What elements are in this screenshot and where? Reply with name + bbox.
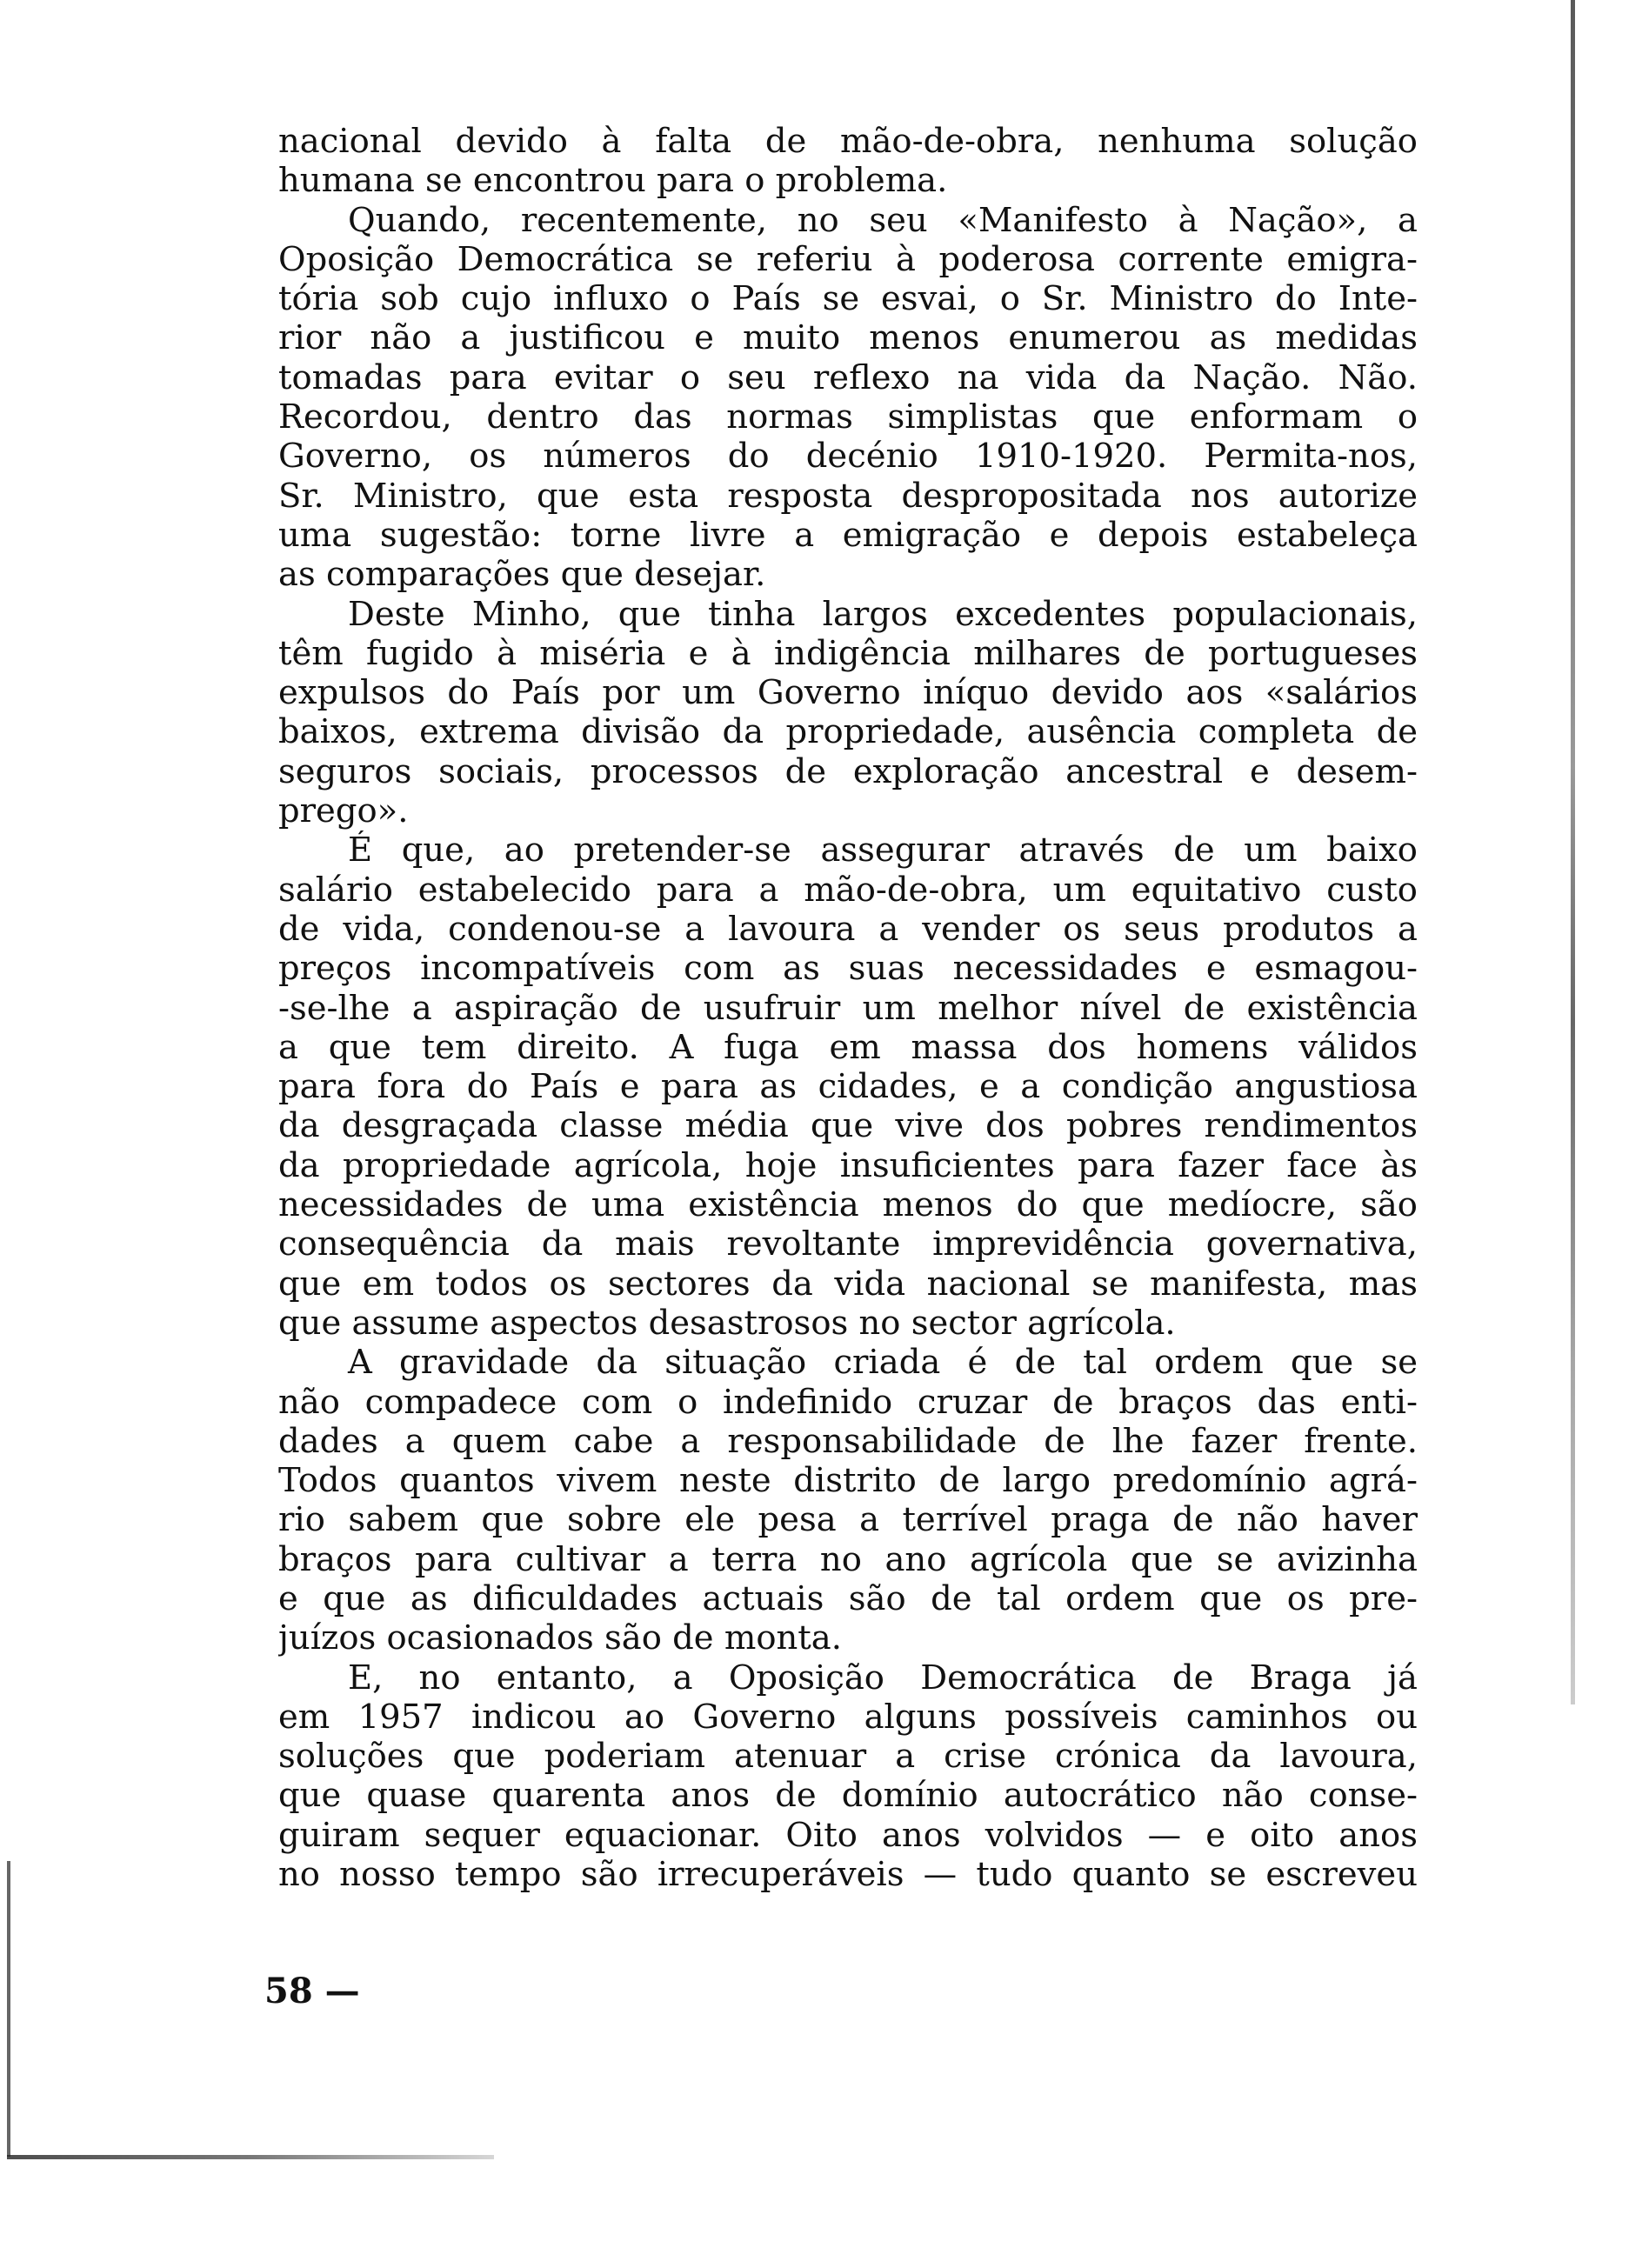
text-line: e que as dificuldades actuais são de tal ordem que os pre- bbox=[278, 1578, 1418, 1618]
text-line: salário estabelecido para a mão-de-obra, um equitativo custo bbox=[278, 870, 1418, 910]
text-line: consequência da mais revoltante imprevidência governativa, bbox=[278, 1224, 1418, 1264]
text-line: A gravidade da situação criada é de tal ordem que se bbox=[348, 1343, 1418, 1383]
text-line: da desgraçada classe média que vive dos pobres rendimentos bbox=[278, 1106, 1418, 1146]
text-line: braços para cultivar a terra no ano agrícola que se avizinha bbox=[278, 1539, 1418, 1579]
text-line: necessidades de uma existência menos do que medíocre, são bbox=[278, 1185, 1418, 1225]
text-line: baixos, extrema divisão da propriedade, ausência completa de bbox=[278, 712, 1418, 752]
text-line: preços incompatíveis com as suas necessidades e esmagou- bbox=[278, 949, 1418, 989]
text-line: -se-lhe a aspiração de usufruir um melhor nível de existência bbox=[278, 988, 1418, 1028]
text-line: tomadas para evitar o seu reflexo na vida da Nação. Não. bbox=[278, 357, 1418, 397]
scan-edge-shadow-bottom bbox=[7, 2155, 494, 2159]
text-line: soluções que poderiam atenuar a crise crónica da lavoura, bbox=[278, 1737, 1418, 1777]
text-line: Oposição Democrática se referiu à poderosa corrente emigra- bbox=[278, 239, 1418, 279]
page-number: 58 — bbox=[264, 1971, 360, 2011]
text-line: têm fugido à miséria e à indigência milhares de portugueses bbox=[278, 633, 1418, 673]
text-line: prego». bbox=[278, 791, 409, 831]
text-line: humana se encontrou para o problema. bbox=[278, 161, 948, 201]
text-line: uma sugestão: torne livre a emigração e depois estabeleça bbox=[278, 515, 1418, 555]
text-line: guiram sequer equacionar. Oito anos volvidos — e oito anos bbox=[278, 1815, 1418, 1855]
scan-edge-shadow-right bbox=[1571, 0, 1575, 1704]
text-line: para fora do País e para as cidades, e a condição angustiosa bbox=[278, 1067, 1418, 1107]
text-line: nacional devido à falta de mão-de-obra, nenhuma solução bbox=[278, 122, 1418, 161]
text-line: no nosso tempo são irrecuperáveis — tudo quanto se escreveu bbox=[278, 1855, 1418, 1895]
text-line: as comparações que desejar. bbox=[278, 555, 766, 595]
text-line: de vida, condenou-se a lavoura a vender os seus produtos a bbox=[278, 909, 1418, 949]
text-line: juízos ocasionados são de monta. bbox=[278, 1618, 842, 1658]
text-line: em 1957 indicou ao Governo alguns possíveis caminhos ou bbox=[278, 1697, 1418, 1737]
text-line: Governo, os números do decénio 1910-1920. Permita-nos, bbox=[278, 437, 1418, 477]
text-line: que assume aspectos desastrosos no sector agrícola. bbox=[278, 1303, 1176, 1343]
text-line: dades a quem cabe a responsabilidade de lhe fazer frente. bbox=[278, 1421, 1418, 1461]
scan-edge-shadow-left bbox=[7, 1861, 10, 2157]
text-line: rior não a justificou e muito menos enumerou as medidas bbox=[278, 318, 1418, 358]
text-line: seguros sociais, processos de exploração ancestral e desem- bbox=[278, 751, 1418, 791]
text-line: É que, ao pretender-se assegurar através de um baixo bbox=[348, 830, 1418, 871]
text-line: não compadece com o indefinido cruzar de braços das enti- bbox=[278, 1382, 1418, 1422]
body-text bbox=[278, 122, 1418, 1894]
text-line: tória sob cujo influxo o País se esvai, o Sr. Ministro do Inte- bbox=[278, 279, 1418, 319]
text-line: da propriedade agrícola, hoje insuficientes para fazer face às bbox=[278, 1145, 1418, 1185]
text-line: expulsos do País por um Governo iníquo devido aos «salários bbox=[278, 673, 1418, 713]
text-line: Todos quantos vivem neste distrito de largo predomínio agrá- bbox=[278, 1461, 1418, 1501]
text-line: a que tem direito. A fuga em massa dos homens válidos bbox=[278, 1027, 1418, 1067]
text-line: Recordou, dentro das normas simplistas que enformam o bbox=[278, 397, 1418, 437]
text-line: Sr. Ministro, que esta resposta despropositada nos autorize bbox=[278, 476, 1418, 516]
text-line: Quando, recentemente, no seu «Manifesto à Nação», a bbox=[348, 200, 1418, 240]
text-line: rio sabem que sobre ele pesa a terrível praga de não haver bbox=[278, 1500, 1418, 1540]
text-line: que em todos os sectores da vida nacional se manifesta, mas bbox=[278, 1264, 1418, 1304]
text-line: E, no entanto, a Oposição Democrática de Braga já bbox=[348, 1658, 1418, 1698]
text-line: que quase quarenta anos de domínio autocrático não conse- bbox=[278, 1776, 1418, 1816]
text-line: Deste Minho, que tinha largos excedentes populacionais, bbox=[348, 594, 1418, 634]
